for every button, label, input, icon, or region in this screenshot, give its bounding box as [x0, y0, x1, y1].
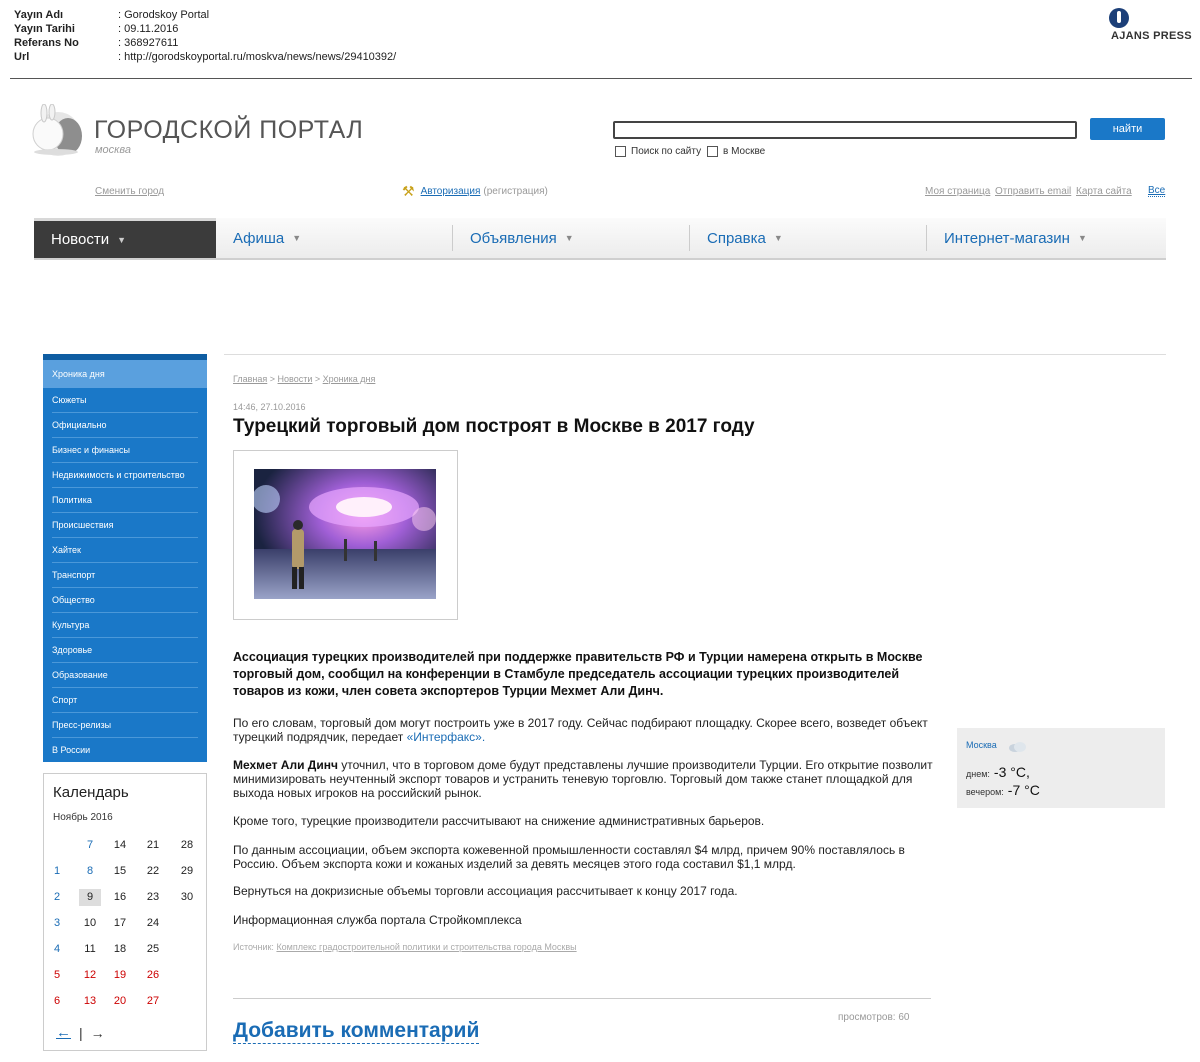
press-row-ref — [14, 36, 396, 50]
weather-evening — [966, 782, 1040, 798]
sidebar-item[interactable]: Сюжеты — [52, 388, 198, 413]
nav-label: Афиша — [233, 229, 285, 247]
article-paragraph: Вернуться на докризисные объемы торговли ассоциация рассчитывает к концу 2017 года. — [233, 884, 738, 898]
article-paragraph — [233, 758, 933, 800]
sidebar-item[interactable]: Хроника дня — [43, 360, 207, 388]
press-key: Yayın Adı — [14, 9, 64, 21]
calendar-day[interactable]: 21 — [146, 839, 160, 851]
article-title: Турецкий торговый дом построят в Москве в 2017 году — [233, 416, 755, 437]
calendar-day[interactable]: 19 — [113, 969, 127, 981]
calendar-day[interactable]: 22 — [146, 865, 160, 877]
calendar-nav — [56, 1024, 105, 1041]
press-row-url — [14, 50, 396, 64]
sidebar-item[interactable]: Недвижимость и строительство — [52, 463, 198, 488]
weather-city[interactable]: Москва — [966, 740, 997, 750]
article-photo[interactable] — [254, 469, 436, 599]
press-meta — [14, 8, 396, 64]
calendar-day[interactable]: 14 — [113, 839, 127, 851]
sidebar-item[interactable]: Официально — [52, 413, 198, 438]
sidebar-item[interactable]: В России — [52, 745, 91, 755]
auth-block — [402, 183, 548, 200]
calendar-nav-divider: | — [79, 1024, 83, 1041]
nav-label: Интернет-магазин — [944, 229, 1070, 247]
article-divider — [233, 998, 931, 999]
caret-down-icon: ▼ — [773, 233, 783, 243]
login-link[interactable]: Авторизация — [420, 186, 481, 197]
breadcrumb-separator: > — [312, 374, 323, 384]
calendar-day[interactable]: 20 — [113, 995, 127, 1007]
main-nav — [34, 218, 1166, 260]
weather-evening-label: вечером: — [966, 787, 1004, 797]
search-button[interactable]: найти — [1090, 118, 1165, 140]
calendar-day[interactable]: 29 — [180, 865, 194, 877]
breadcrumb — [233, 374, 375, 384]
calendar-day[interactable]: 6 — [53, 995, 61, 1007]
article-paragraph: Кроме того, турецкие производители рассчитывают на снижение административных барьеров. — [233, 814, 765, 828]
nav-label: Справка — [707, 229, 766, 247]
calendar-day[interactable]: 17 — [113, 917, 127, 929]
sidebar-item[interactable]: Транспорт — [52, 563, 198, 588]
source-label: Источник: — [233, 942, 277, 952]
article-paragraph — [233, 716, 933, 744]
source-link[interactable]: Комплекс градостроительной политики и строительства города Москвы — [276, 942, 577, 952]
caret-down-icon: ▼ — [564, 233, 574, 243]
press-value: : 09.11.2016 — [118, 23, 179, 35]
press-row-date — [14, 22, 396, 36]
ajans-press-logo-icon — [1109, 8, 1129, 28]
nav-item-shop[interactable] — [927, 218, 1166, 258]
nav-item-ads[interactable] — [453, 218, 689, 258]
breadcrumb-home[interactable]: Главная — [233, 374, 268, 384]
nav-label: Новости — [51, 231, 110, 248]
nav-item-reference[interactable] — [690, 218, 926, 258]
calendar-title: Календарь — [53, 784, 129, 801]
calendar-day[interactable]: 9 — [79, 889, 101, 906]
portal-city: москва — [95, 144, 131, 156]
sidebar-item[interactable]: Общество — [52, 588, 198, 613]
interfax-link[interactable]: «Интерфакс». — [406, 730, 486, 744]
calendar-day[interactable]: 23 — [146, 891, 160, 903]
calendar-day[interactable]: 15 — [113, 865, 127, 877]
calendar-day[interactable]: 11 — [84, 943, 96, 955]
press-value: : 368927611 — [118, 37, 179, 49]
calendar — [43, 773, 207, 1051]
paragraph-text: уточнил, что в торговом доме будут представлены лучшие производители Турции. Его открытие позволит минимизировать неучтенный экспорт товаров и устранить теневую торговлю. Торговый дом также станет площадкой для выхода новых игроков на российский рынок. — [233, 758, 933, 800]
send-email-link[interactable]: Отправить email — [995, 186, 1072, 197]
calendar-day[interactable]: 8 — [86, 865, 94, 877]
calendar-day[interactable]: 3 — [53, 917, 61, 929]
ajans-press-logo-text: AJANS PRESS — [1111, 30, 1192, 42]
checkbox-box[interactable] — [707, 146, 718, 157]
arrow-right-icon[interactable]: → — [90, 1024, 105, 1041]
calendar-day[interactable]: 2 — [53, 891, 61, 903]
calendar-day[interactable]: 10 — [83, 917, 97, 929]
press-value: : http://gorodskoyportal.ru/moskva/news/news/29410392/ — [118, 51, 397, 63]
paragraph-bold: Мехмет Али Динч — [233, 758, 338, 772]
calendar-day[interactable]: 4 — [53, 943, 61, 955]
calendar-day[interactable]: 18 — [113, 943, 127, 955]
press-key: Url — [14, 51, 30, 63]
news-sidebar — [43, 354, 207, 762]
ajans-press-logo — [1105, 8, 1191, 44]
weather-widget — [957, 728, 1165, 808]
sidebar-item[interactable]: Культура — [52, 613, 198, 638]
search-input[interactable] — [613, 121, 1077, 139]
sidebar-item[interactable]: Спорт — [52, 688, 198, 713]
weather-evening-temp: -7 °C — [1007, 782, 1040, 798]
weather-day-label: днем: — [966, 769, 990, 779]
article-source — [233, 942, 577, 952]
calendar-month: Ноябрь 2016 — [53, 812, 113, 823]
sidebar-item[interactable]: Происшествия — [52, 513, 198, 538]
press-divider — [10, 78, 1192, 79]
nav-item-afisha[interactable] — [216, 218, 452, 258]
caret-down-icon: ▼ — [117, 234, 126, 245]
weather-day — [966, 764, 1030, 780]
calendar-day[interactable]: 28 — [180, 839, 194, 851]
portal-title[interactable]: ГОРОДСКОЙ ПОРТАЛ — [94, 116, 364, 144]
article-timestamp: 14:46, 27.10.2016 — [233, 402, 306, 412]
calendar-day[interactable]: 12 — [83, 969, 97, 981]
paragraph-text: По его словам, торговый дом могут построить уже в 2017 году. Сейчас подбирают площадку. Скорее всего, возведет объект турецкий подрядчик, передает — [233, 716, 928, 744]
article-paragraph: Информационная служба портала Стройкомплекса — [233, 913, 522, 927]
caret-down-icon: ▼ — [292, 233, 302, 243]
register-link[interactable]: (регистрация) — [483, 186, 548, 197]
portal-logo-icon[interactable] — [26, 104, 86, 158]
all-link[interactable]: Все — [1148, 185, 1166, 196]
nav-label: Объявления — [470, 229, 557, 247]
sidebar-item[interactable]: Образование — [52, 663, 198, 688]
views-count: просмотров: 60 — [838, 1012, 910, 1023]
calendar-day[interactable]: 7 — [86, 839, 94, 851]
sitemap-link[interactable]: Карта сайта — [1076, 186, 1132, 197]
search-site-checkbox[interactable] — [615, 146, 701, 157]
key-icon: ⚒ — [402, 183, 415, 199]
content-divider — [224, 354, 1166, 355]
my-page-link[interactable]: Моя страница — [925, 186, 991, 197]
nav-item-news[interactable] — [34, 218, 216, 258]
press-value: : Gorodskoy Portal — [118, 9, 210, 21]
press-key: Referans No — [14, 37, 79, 49]
arrow-left-icon[interactable]: ← — [56, 1024, 71, 1041]
sidebar-item[interactable]: Хайтек — [52, 538, 198, 563]
calendar-day[interactable]: 13 — [83, 995, 97, 1007]
calendar-day[interactable]: 24 — [146, 917, 160, 929]
article-lead: Ассоциация турецких производителей при поддержке правительств РФ и Турции намерена открыть в Москве торговый дом, сообщил на конференции в Стамбуле председатель ассоциации турецких производителей товаров из кожи, член совета экспортеров Турции Мехмет Али Динч. — [233, 650, 923, 698]
press-key: Yayın Tarihi — [14, 23, 75, 35]
calendar-day[interactable]: 30 — [180, 891, 194, 903]
calendar-day[interactable]: 5 — [53, 969, 61, 981]
calendar-day[interactable]: 16 — [113, 891, 127, 903]
sidebar-item[interactable]: Бизнес и финансы — [52, 438, 198, 463]
calendar-day[interactable]: 26 — [146, 969, 160, 981]
checkbox-box[interactable] — [615, 146, 626, 157]
press-row-name — [14, 8, 396, 22]
breadcrumb-news[interactable]: Новости — [277, 374, 313, 384]
checkbox-label: Поиск по сайту — [631, 146, 702, 157]
calendar-day[interactable]: 25 — [146, 943, 160, 955]
weather-day-temp: -3 °C, — [993, 764, 1030, 780]
checkbox-label: в Москве — [723, 146, 766, 157]
breadcrumb-chronicle[interactable]: Хроника дня — [322, 374, 376, 384]
calendar-day[interactable]: 27 — [146, 995, 160, 1007]
cloud-icon — [1007, 740, 1027, 752]
sidebar-item[interactable]: Здоровье — [52, 638, 198, 663]
breadcrumb-separator: > — [267, 374, 278, 384]
search-city-checkbox[interactable] — [707, 146, 765, 157]
calendar-day[interactable]: 1 — [53, 865, 61, 877]
change-city-link[interactable]: Сменить город — [95, 186, 165, 197]
caret-down-icon: ▼ — [1077, 233, 1087, 243]
add-comment-link[interactable]: Добавить комментарий — [233, 1019, 480, 1042]
sidebar-item[interactable]: Пресс-релизы — [52, 713, 198, 738]
article-paragraph: По данным ассоциации, объем экспорта кожевенной промышленности составлял $4 млрд, причем 90% поставлялось в Россию. Объем экспорта кожи и кожаных изделий за девять месяцев этого года составил $1,1 млрд. — [233, 843, 905, 871]
sidebar-item[interactable]: Политика — [52, 488, 198, 513]
